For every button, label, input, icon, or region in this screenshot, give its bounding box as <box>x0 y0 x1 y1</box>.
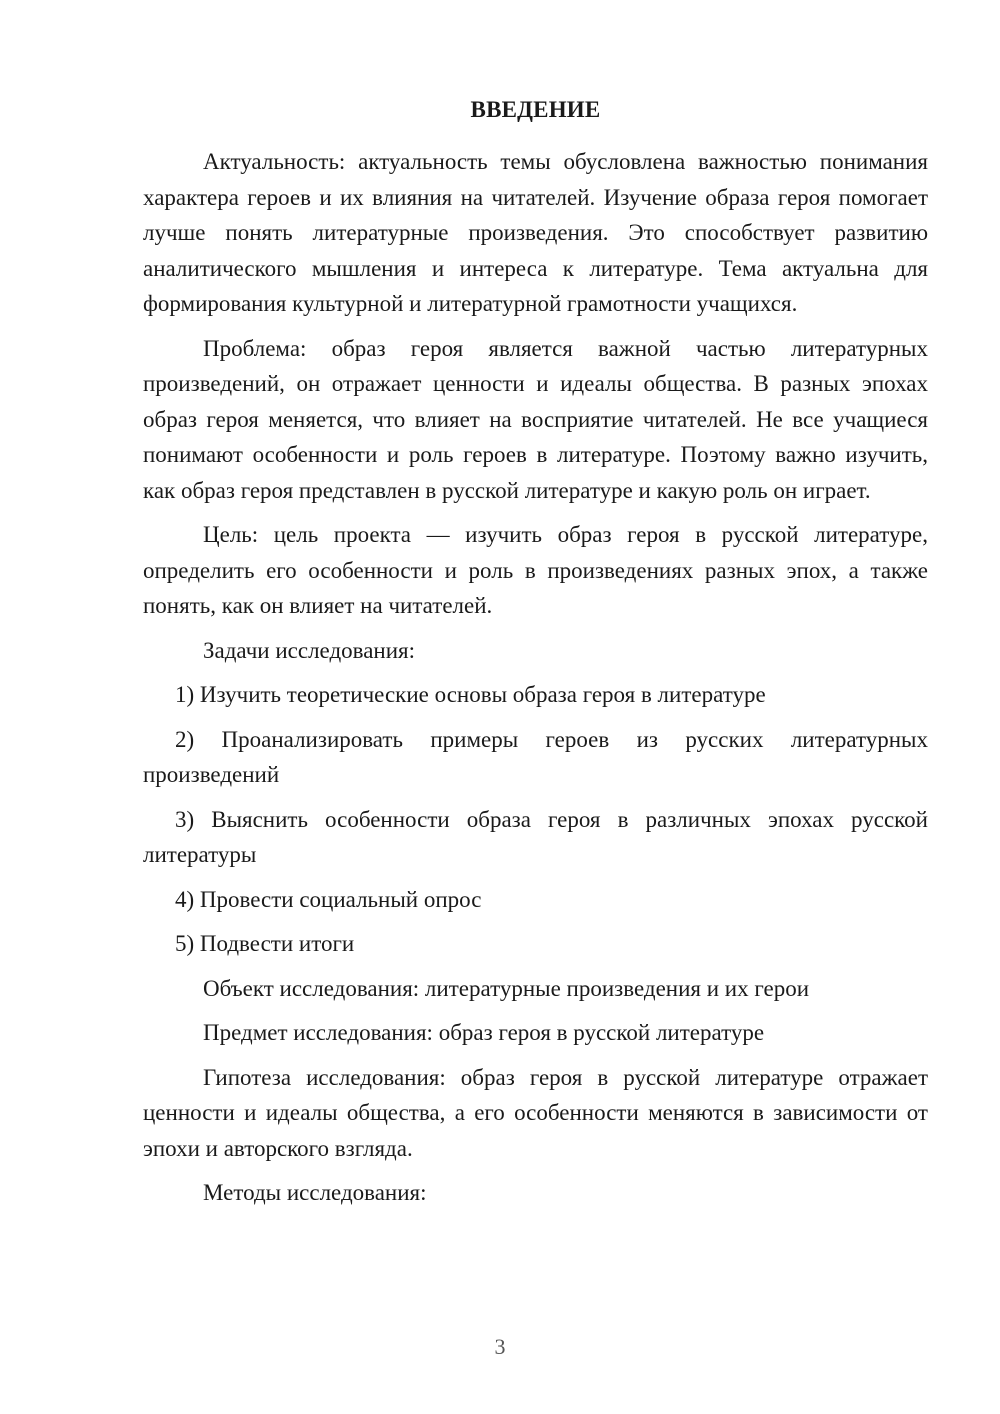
research-subject: Предмет исследования: образ героя в русской литературе <box>203 1020 765 1045</box>
document-page <box>143 95 928 1220</box>
research-object: Объект исследования: литературные произведения и их герои <box>203 975 810 1001</box>
page-number: 3 <box>494 1334 506 1359</box>
task-item-2: 2) Проанализировать примеры героев из русских литературных произведений <box>143 726 928 787</box>
paragraph-relevance: Актуальность: актуальность темы обусловлена важностью понимания характера героев и их влияния на читателей. Изучение образа героя помогает лучше понять литературные произведения. Это способствует развитию аналитического мышления и интереса к литературе. Тема актуальна для формирования культурной и литературной грамотности учащихся. <box>143 149 928 316</box>
task-item-4: 4) Провести социальный опрос <box>175 886 482 912</box>
paragraph-problem: Проблема: образ героя является важной частью литературных произведений, он отражает ценности и идеалы общества. В разных эпохах образ героя меняется, что влияет на восприятие читателей. Не все учащиеся понимают особенности и роль героев в литературе. Поэтому важно изучить, как образ героя представлен в русской литературе и какую роль он играет. <box>143 335 928 503</box>
methods-title: Методы исследования: <box>203 1180 427 1205</box>
tasks-title: Задачи исследования: <box>203 637 416 663</box>
task-item-1: 1) Изучить теоретические основы образа героя в литературе <box>175 682 766 707</box>
task-item-5: 5) Подвести итоги <box>175 931 355 956</box>
section-heading: ВВЕДЕНИЕ <box>470 97 601 122</box>
paragraph-goal: Цель: цель проекта — изучить образ героя в русской литературе, определить его особенности и роль в произведениях разных эпох, а также понять, как он влияет на читателей. <box>143 522 928 618</box>
task-item-3: 3) Выяснить особенности образа героя в различных эпохах русской литературы <box>143 806 928 867</box>
research-hypothesis: Гипотеза исследования: образ героя в русской литературе отражает ценности и идеалы общества, а его особенности меняются в зависимости от эпохи и авторского взгляда. <box>143 1064 928 1161</box>
